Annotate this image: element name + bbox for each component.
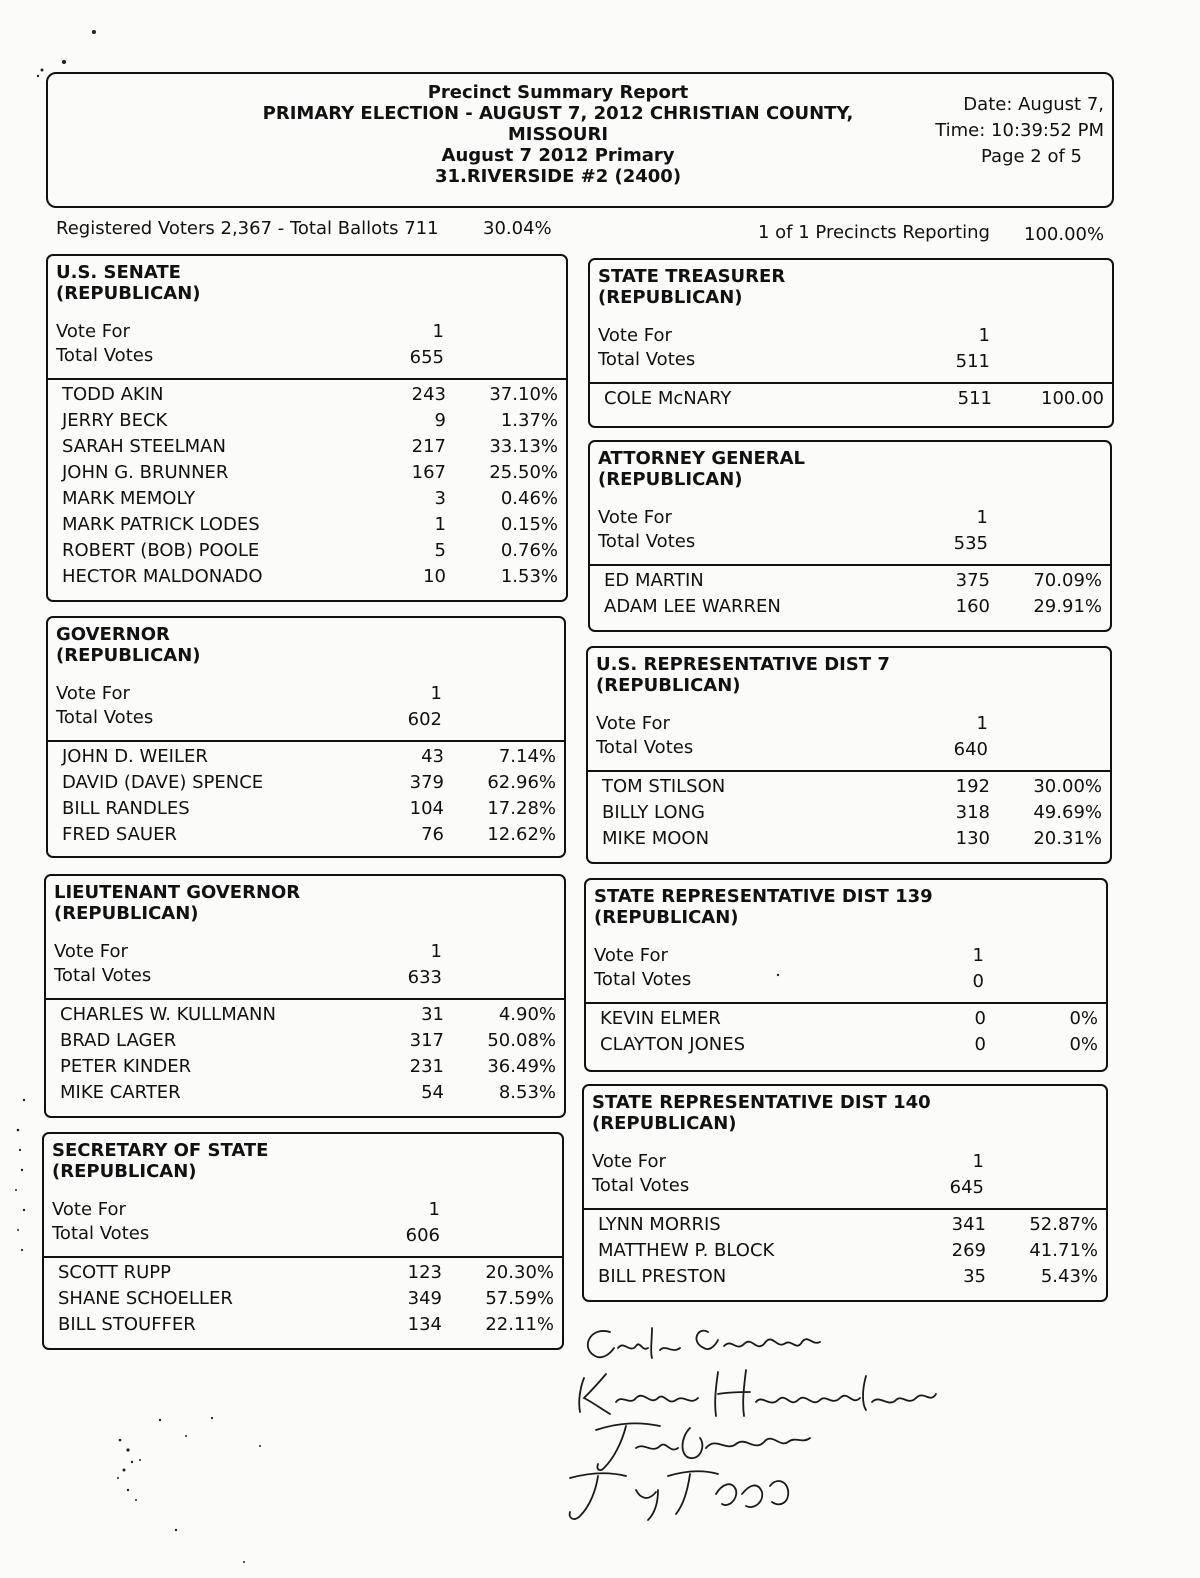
report-time: Time: 10:39:52 PM <box>935 120 1104 141</box>
candidate-percent: 0.46% <box>500 488 558 509</box>
race-box <box>588 440 1112 632</box>
candidate-row <box>48 564 566 590</box>
candidate-list <box>44 1258 562 1338</box>
total-votes-value: 511 <box>955 351 990 372</box>
race-title-block <box>48 256 566 304</box>
candidate-votes: 375 <box>955 570 990 591</box>
candidate-percent: 0% <box>1069 1008 1098 1029</box>
race-title-block <box>590 442 1110 490</box>
candidate-votes: 76 <box>421 824 444 845</box>
candidate-percent: 0% <box>1069 1034 1098 1055</box>
candidate-name: JOHN D. WEILER <box>62 746 208 767</box>
candidate-percent: 0.76% <box>500 540 558 561</box>
candidate-row <box>48 770 564 796</box>
candidate-row <box>48 822 564 848</box>
candidate-votes: 35 <box>963 1266 986 1287</box>
precinct-name: 31.RIVERSIDE #2 (2400) <box>434 166 682 187</box>
candidate-votes: 167 <box>411 462 446 483</box>
candidate-votes: 54 <box>421 1082 444 1103</box>
candidate-row <box>46 1054 564 1080</box>
total-votes-label: Total Votes <box>598 531 696 552</box>
candidate-name: BRAD LAGER <box>60 1030 177 1051</box>
race-party: (REPUBLICAN) <box>56 283 201 304</box>
candidate-row <box>48 382 566 408</box>
candidate-row <box>44 1312 562 1338</box>
vote-for-label: Vote For <box>598 507 672 528</box>
candidate-votes: 379 <box>409 772 444 793</box>
candidate-row <box>48 408 566 434</box>
candidate-votes: 318 <box>955 802 990 823</box>
vote-for-label: Vote For <box>56 321 130 342</box>
race-meta <box>590 324 1112 376</box>
candidate-name: JERRY BECK <box>62 410 168 431</box>
candidate-name: FRED SAUER <box>62 824 177 845</box>
candidate-name: BILL STOUFFER <box>58 1314 196 1335</box>
candidate-votes: 9 <box>434 410 446 431</box>
candidate-name: COLE McNARY <box>604 388 732 409</box>
total-votes-value: 655 <box>409 347 444 368</box>
race-meta <box>588 712 1110 764</box>
report-title-block <box>228 82 888 187</box>
candidate-row <box>48 538 566 564</box>
candidate-name: ED MARTIN <box>604 570 704 591</box>
candidate-name: SARAH STEELMAN <box>62 436 226 457</box>
registered-voters: Registered Voters 2,367 - Total Ballots 711 <box>56 218 439 239</box>
handwritten-signatures <box>540 1318 980 1528</box>
candidate-row <box>584 1212 1106 1238</box>
election-state: MISSOURI <box>507 124 609 145</box>
total-votes-value: 645 <box>949 1177 984 1198</box>
race-party: (REPUBLICAN) <box>594 907 739 928</box>
candidate-percent: 4.90% <box>498 1004 556 1025</box>
race-title: SECRETARY OF STATE <box>52 1140 269 1161</box>
vote-for-value: 1 <box>976 713 988 734</box>
vote-for-value: 1 <box>978 325 990 346</box>
race-title: U.S. SENATE <box>56 262 181 283</box>
candidate-row <box>48 460 566 486</box>
candidate-percent: 36.49% <box>487 1056 556 1077</box>
total-votes-label: Total Votes <box>52 1223 150 1244</box>
candidate-votes: 130 <box>955 828 990 849</box>
vote-for-value: 1 <box>430 683 442 704</box>
race-title: STATE REPRESENTATIVE DIST 139 <box>594 886 933 907</box>
candidate-percent: 20.30% <box>485 1262 554 1283</box>
total-votes-value: 633 <box>407 967 442 988</box>
race-box <box>584 878 1108 1072</box>
candidate-name: MIKE MOON <box>602 828 710 849</box>
candidate-row <box>588 774 1110 800</box>
candidate-votes: 0 <box>974 1034 986 1055</box>
candidate-name: TOM STILSON <box>602 776 726 797</box>
candidate-row <box>590 594 1110 620</box>
candidate-percent: 50.08% <box>487 1030 556 1051</box>
total-votes-label: Total Votes <box>594 969 692 990</box>
candidate-votes: 511 <box>957 388 992 409</box>
signatures <box>540 1318 980 1528</box>
race-party: (REPUBLICAN) <box>598 469 743 490</box>
race-box <box>44 874 566 1118</box>
vote-for-value: 1 <box>976 507 988 528</box>
candidate-votes: 231 <box>409 1056 444 1077</box>
race-title-block <box>46 876 564 924</box>
candidate-votes: 317 <box>409 1030 444 1051</box>
candidate-percent: 33.13% <box>489 436 558 457</box>
candidate-percent: 70.09% <box>1033 570 1102 591</box>
candidate-name: JOHN G. BRUNNER <box>62 462 229 483</box>
total-votes-value: 640 <box>953 739 988 760</box>
race-meta <box>44 1198 562 1250</box>
candidate-name: CLAYTON JONES <box>600 1034 746 1055</box>
race-title: STATE REPRESENTATIVE DIST 140 <box>592 1092 931 1113</box>
report-title: Precinct Summary Report <box>427 82 689 103</box>
candidate-votes: 31 <box>421 1004 444 1025</box>
candidate-list <box>584 1210 1106 1290</box>
race-party: (REPUBLICAN) <box>52 1161 197 1182</box>
candidate-percent: 0.15% <box>500 514 558 535</box>
race-box <box>42 1132 564 1350</box>
vote-for-label: Vote For <box>596 713 670 734</box>
report-header <box>46 72 1114 208</box>
candidate-percent: 41.71% <box>1029 1240 1098 1261</box>
candidate-percent: 37.10% <box>489 384 558 405</box>
candidate-name: ADAM LEE WARREN <box>604 596 781 617</box>
candidate-row <box>586 1032 1106 1058</box>
candidate-votes: 123 <box>407 1262 442 1283</box>
candidate-row <box>48 486 566 512</box>
total-votes-value: 602 <box>407 709 442 730</box>
precincts-reporting: 1 of 1 Precincts Reporting <box>758 222 990 243</box>
candidate-row <box>48 796 564 822</box>
candidate-name: HECTOR MALDONADO <box>62 566 263 587</box>
vote-for-value: 1 <box>972 945 984 966</box>
race-party: (REPUBLICAN) <box>56 645 201 666</box>
race-title-block <box>586 880 1106 928</box>
candidate-name: PETER KINDER <box>60 1056 192 1077</box>
vote-for-value: 1 <box>430 941 442 962</box>
race-meta <box>590 506 1110 558</box>
candidate-name: CHARLES W. KULLMANN <box>60 1004 276 1025</box>
candidate-votes: 3 <box>434 488 446 509</box>
race-title-block <box>590 260 1112 308</box>
candidate-row <box>588 800 1110 826</box>
candidate-percent: 7.14% <box>498 746 556 767</box>
election-date: August 7 2012 Primary <box>441 145 675 166</box>
candidate-votes: 5 <box>434 540 446 561</box>
race-title-block <box>44 1134 562 1182</box>
candidate-votes: 43 <box>421 746 444 767</box>
race-title: U.S. REPRESENTATIVE DIST 7 <box>596 654 890 675</box>
candidate-list <box>586 1004 1106 1058</box>
candidate-name: BILL RANDLES <box>62 798 190 819</box>
candidate-list <box>48 742 564 848</box>
vote-for-value: 1 <box>428 1199 440 1220</box>
candidate-name: SHANE SCHOELLER <box>58 1288 233 1309</box>
candidate-name: ROBERT (BOB) POOLE <box>62 540 260 561</box>
total-votes-value: 606 <box>405 1225 440 1246</box>
candidate-percent: 17.28% <box>487 798 556 819</box>
candidate-row <box>48 512 566 538</box>
candidate-votes: 0 <box>974 1008 986 1029</box>
candidate-name: BILL PRESTON <box>598 1266 727 1287</box>
candidate-row <box>44 1286 562 1312</box>
candidate-row <box>588 826 1110 852</box>
total-votes-label: Total Votes <box>598 349 696 370</box>
candidate-votes: 217 <box>411 436 446 457</box>
vote-for-value: 1 <box>972 1151 984 1172</box>
race-title: ATTORNEY GENERAL <box>598 448 806 469</box>
candidate-votes: 341 <box>951 1214 986 1235</box>
candidate-percent: 100.00 <box>1041 388 1104 409</box>
candidate-row <box>584 1264 1106 1290</box>
race-box <box>588 258 1114 428</box>
candidate-name: SCOTT RUPP <box>58 1262 171 1283</box>
candidate-list <box>48 380 566 590</box>
race-meta <box>584 1150 1106 1202</box>
candidate-votes: 269 <box>951 1240 986 1261</box>
race-title: LIEUTENANT GOVERNOR <box>54 882 301 903</box>
candidate-votes: 243 <box>411 384 446 405</box>
candidate-list <box>588 772 1110 852</box>
vote-for-label: Vote For <box>598 325 672 346</box>
candidate-name: KEVIN ELMER <box>600 1008 721 1029</box>
total-votes-label: Total Votes <box>54 965 152 986</box>
candidate-row <box>46 1002 564 1028</box>
candidate-percent: 57.59% <box>485 1288 554 1309</box>
candidate-percent: 12.62% <box>487 824 556 845</box>
vote-for-label: Vote For <box>56 683 130 704</box>
candidate-list <box>46 1000 564 1106</box>
race-party: (REPUBLICAN) <box>598 287 743 308</box>
race-party: (REPUBLICAN) <box>592 1113 737 1134</box>
race-title-block <box>584 1086 1106 1134</box>
race-meta <box>48 320 566 372</box>
candidate-percent: 5.43% <box>1040 1266 1098 1287</box>
candidate-votes: 160 <box>955 596 990 617</box>
vote-for-label: Vote For <box>54 941 128 962</box>
candidate-percent: 49.69% <box>1033 802 1102 823</box>
candidate-name: MATTHEW P. BLOCK <box>598 1240 775 1261</box>
candidate-percent: 25.50% <box>489 462 558 483</box>
candidate-percent: 22.11% <box>485 1314 554 1335</box>
candidate-name: LYNN MORRIS <box>598 1214 721 1235</box>
race-title-block <box>48 618 564 666</box>
candidate-list <box>590 566 1110 620</box>
vote-for-value: 1 <box>432 321 444 342</box>
race-meta <box>46 940 564 992</box>
race-party: (REPUBLICAN) <box>54 903 199 924</box>
report-page: Page 2 of 5 <box>981 146 1082 167</box>
race-meta <box>586 944 1106 996</box>
candidate-votes: 349 <box>407 1288 442 1309</box>
vote-for-label: Vote For <box>52 1199 126 1220</box>
candidate-percent: 8.53% <box>498 1082 556 1103</box>
candidate-list <box>590 384 1112 412</box>
race-title: GOVERNOR <box>56 624 170 645</box>
candidate-row <box>46 1080 564 1106</box>
total-votes-value: 0 <box>972 971 984 992</box>
candidate-votes: 104 <box>409 798 444 819</box>
turnout-percent: 30.04% <box>483 218 552 239</box>
candidate-name: DAVID (DAVE) SPENCE <box>62 772 264 793</box>
total-votes-label: Total Votes <box>592 1175 690 1196</box>
candidate-row <box>48 434 566 460</box>
candidate-row <box>46 1028 564 1054</box>
candidate-name: MARK MEMOLY <box>62 488 196 509</box>
candidate-name: TODD AKIN <box>62 384 164 405</box>
race-title: STATE TREASURER <box>598 266 786 287</box>
candidate-percent: 30.00% <box>1033 776 1102 797</box>
report-meta <box>904 92 1104 170</box>
total-votes-label: Total Votes <box>56 707 154 728</box>
race-title-block <box>588 648 1110 696</box>
precincts-percent: 100.00% <box>1024 224 1105 245</box>
candidate-percent: 52.87% <box>1029 1214 1098 1235</box>
total-votes-value: 535 <box>953 533 988 554</box>
candidate-row <box>590 386 1112 412</box>
total-votes-label: Total Votes <box>596 737 694 758</box>
candidate-row <box>590 568 1110 594</box>
candidate-row <box>48 744 564 770</box>
race-box <box>586 646 1112 864</box>
candidate-percent: 1.37% <box>500 410 558 431</box>
candidate-name: BILLY LONG <box>602 802 706 823</box>
race-meta <box>48 682 564 734</box>
vote-for-label: Vote For <box>594 945 668 966</box>
candidate-percent: 1.53% <box>500 566 558 587</box>
race-party: (REPUBLICAN) <box>596 675 741 696</box>
candidate-row <box>44 1260 562 1286</box>
report-date: Date: August 7, <box>963 94 1104 115</box>
vote-for-label: Vote For <box>592 1151 666 1172</box>
candidate-percent: 20.31% <box>1033 828 1102 849</box>
candidate-votes: 192 <box>955 776 990 797</box>
candidate-votes: 134 <box>407 1314 442 1335</box>
candidate-name: MARK PATRICK LODES <box>62 514 260 535</box>
candidate-row <box>584 1238 1106 1264</box>
race-box <box>582 1084 1108 1302</box>
race-box <box>46 254 568 602</box>
candidate-votes: 1 <box>434 514 446 535</box>
election-name: PRIMARY ELECTION - AUGUST 7, 2012 CHRISTIAN COUNTY, <box>262 103 854 124</box>
candidate-name: MIKE CARTER <box>60 1082 181 1103</box>
race-box <box>46 616 566 858</box>
candidate-votes: 10 <box>423 566 446 587</box>
candidate-percent: 29.91% <box>1033 596 1102 617</box>
candidate-percent: 62.96% <box>487 772 556 793</box>
total-votes-label: Total Votes <box>56 345 154 366</box>
candidate-row <box>586 1006 1106 1032</box>
